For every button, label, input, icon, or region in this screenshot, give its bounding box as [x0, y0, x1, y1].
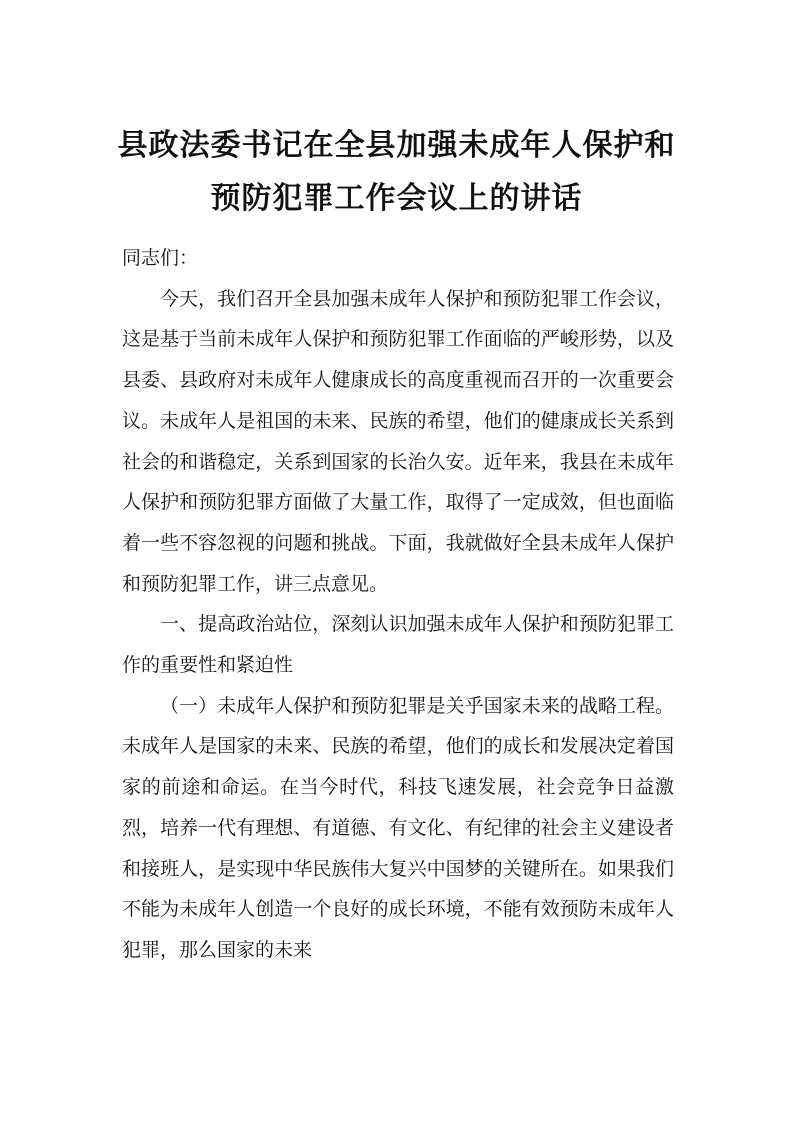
- document-title-line-1: 县政法委书记在全县加强未成年人保护和: [117, 128, 676, 163]
- paragraph-opening: 今天，我们召开全县加强未成年人保护和预防犯罪工作会议，这是基于当前未成年人保护和预防犯罪工作面临的严峻形势，以及县委、县政府对未成年人健康成长的高度重视而召开的一次重要会议。未成年人是祖国的未来、民族的希望，他们的健康成长关系到社会的和谐稳定，关系到国家的长治久安。近年来，我县在未成年人保护和预防犯罪方面做了大量工作，取得了一定成效，但也面临着一些不容忽视的问题和挑战。下面，我就做好全县未成年人保护和预防犯罪工作，讲三点意见。: [122, 287, 674, 595]
- section-heading-1: 一、提高政治站位，深刻认识加强未成年人保护和预防犯罪工作的重要性和紧迫性: [122, 613, 674, 677]
- document-title-line-2: 预防犯罪工作会议上的讲话: [210, 181, 583, 216]
- paragraph-subsection-1: （一）未成年人保护和预防犯罪是关乎国家未来的战略工程。未成年人是国家的未来、民族的希望，他们的成长和发展决定着国家的前途和命运。在当今时代，科技飞速发展，社会竞争日益激烈，培养一代有理想、有道德、有文化、有纪律的社会主义建设者和接班人，是实现中华民族伟大复兴中国梦的关键所在。如果我们不能为未成年人创造一个良好的成长环境，不能有效预防未成年人犯罪，那么国家的未来: [122, 694, 674, 961]
- document-body: [122, 238, 674, 971]
- salutation: 同志们：: [122, 247, 199, 269]
